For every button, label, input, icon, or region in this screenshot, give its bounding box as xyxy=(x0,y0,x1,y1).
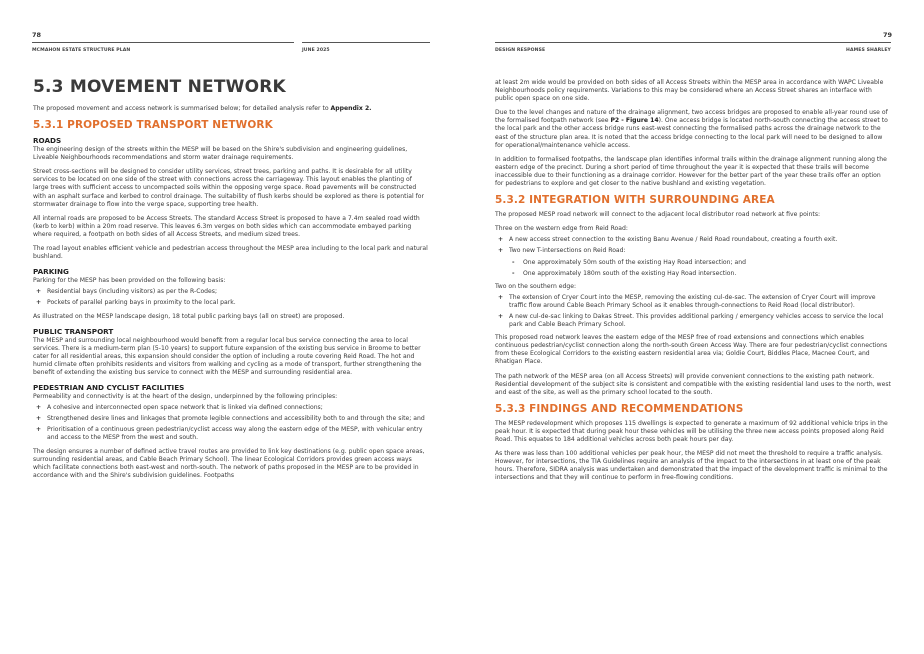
pedestrian-list xyxy=(33,404,429,442)
pedestrian-paragraph: The design ensures a number of defined active travel routes are provided to link key destinations (e.g. public open space areas, surrounding residential areas, and Cable Beach Primary School). The linear Ecological Corridors provides green access ways which facilitate connections both east-west and north-south. The network of paths proposed in the MESP are to be provided in accordance with and the Shire's subdivision guidelines. Footpaths xyxy=(33,447,425,479)
page-header-right xyxy=(495,42,891,59)
paragraph: This proposed road network leaves the eastern edge of the MESP free of road extensions and connections which enables continuous pedestrian/cyclist connection along the north-south Green Access Way. There are four pedestrian/cyclist connections from these Ecological Corridors to the existing eastern residential area via; Goldie Court, Biddles Place, Macnee Court, and Rhatigan Place. xyxy=(495,334,888,366)
public-transport-heading: PUBLIC TRANSPORT xyxy=(33,326,114,336)
roads-paragraph: Street cross-sections will be designed to consider utility services, street trees, parking and paths. It is desirable for all utility services to be located on one side of the street with connections across the carriageway. This layout enables the planting of large trees with sufficient access to uncompacted soils within the opposing verge space. Road pavements will be constructed with an asphalt surface and kerbed to control drainage. The suitability of flush kerbs should be explored as there is potential for stormwater drainage to flow into the verge space, supporting tree health. xyxy=(33,168,424,208)
sub-list xyxy=(495,259,891,278)
page-number: 79 xyxy=(882,31,892,39)
parking-list xyxy=(33,288,429,307)
header-author: HAMES SHARLEY xyxy=(846,48,891,53)
left-content xyxy=(33,77,429,486)
southern-list xyxy=(495,294,891,329)
pedestrian-intro: Permeability and connectivity is at the heart of the design, underpinned by the following principles: xyxy=(33,393,338,401)
plus-icon: + xyxy=(36,288,42,296)
paragraph: The MESP redevelopment which proposes 115 dwellings is expected to generate a maximum of 92 additional vehicle trips in the peak hour. It is expected that during peak hour these vehicles will be utilising the three new access points proposed along Reid Road. This equates to 184 additional vehicles across both peak hours per day. xyxy=(495,419,888,443)
list-item-text: A new cul-de-sac linking to Dakas Street. This provides additional parking / emergency vehicles access to service the local park and Cable Beach Primary School. xyxy=(509,312,884,329)
dash-icon: - xyxy=(512,269,515,277)
subsection-title: 5.3.1 PROPOSED TRANSPORT NETWORK xyxy=(33,119,273,132)
list-item-text: Residential bays (including visitors) as per the R-Codes; xyxy=(47,288,218,296)
paragraph: at least 2m wide would be provided on both sides of all Access Streets within the MESP area in accordance with WAPC Liveable Neighbourhoods policy requirements. Variations to this may be considered where an Access Street shares an interface with public open space on one side. xyxy=(495,79,884,103)
list-item-text: A cohesive and interconnected open space network that is linked via defined connections; xyxy=(47,404,323,412)
intro-paragraph xyxy=(33,105,429,113)
plus-icon: + xyxy=(36,415,42,423)
parking-intro: Parking for the MESP has been provided on the following basis: xyxy=(33,277,226,285)
page-header-left xyxy=(32,42,294,59)
subsection-title: 5.3.2 INTEGRATION WITH SURROUNDING AREA xyxy=(495,194,775,207)
roads-paragraph: The road layout enables efficient vehicle and pedestrian access throughout the MESP area including to the local park and natural bushland. xyxy=(33,245,428,261)
figure-reference: P2 - Figure 14 xyxy=(610,117,659,125)
paragraph: Three on the western edge from Reid Road: xyxy=(495,225,628,233)
appendix-link: Appendix 2. xyxy=(330,105,372,112)
plus-icon: + xyxy=(498,312,504,320)
paragraph-text: Due to the level changes and nature of the drainage alignment, two access bridges are proposed to enable all-year round use of the formalised footpath network (see xyxy=(495,109,888,125)
plus-icon: + xyxy=(36,426,42,434)
list-item-text: Pockets of parallel parking bays in proximity to the local park. xyxy=(47,299,236,307)
header-date: JUNE 2025 xyxy=(302,48,330,53)
header-title: DESIGN RESPONSE xyxy=(495,48,546,53)
parking-heading: PARKING xyxy=(33,267,69,277)
sub-list-item xyxy=(495,259,891,267)
list-item xyxy=(33,288,429,296)
list-item xyxy=(33,404,429,412)
plus-icon: + xyxy=(36,404,42,412)
paragraph: The path network of the MESP area (on all Access Streets) will provide convenient connections to the existing path network. Residential development of the subject site is consistent and compatible with the existing residential land uses to the north, west and east of the site, as well as the primary school located to the south. xyxy=(495,372,891,396)
paragraph: The proposed MESP road network will connect to the adjacent local distributor road network at five points: xyxy=(495,211,821,219)
roads-heading: ROADS xyxy=(33,136,62,146)
pedestrian-heading: PEDESTRIAN AND CYCLIST FACILITIES xyxy=(33,383,185,393)
list-item xyxy=(495,236,891,244)
page-header-date xyxy=(302,42,430,59)
plus-icon: + xyxy=(498,236,504,244)
paragraph xyxy=(495,109,891,149)
public-transport-paragraph: The MESP and surrounding local neighbourhood would benefit from a regular local bus service connecting the area to local services. There is a medium-term plan (5-10 years) to support future expansion of the existing bus service in Broome to better cater for all residential areas, this expansion should consider the option of including a route covering Reid Road. The hot and humid climate often prohibits residents and visitors from walking and cycling as a mode of transport, further strengthening the benefit of extending the existing bus service to connect with the MESP and surrounding residential area. xyxy=(33,336,422,376)
list-item-text: The extension of Cryer Court into the MESP, removing the existing cul-de-sac. The extension of Cryer Court will improve traffic flow around Cable Beach Primary School as it enables through-connections to Reid Road (local distributor). xyxy=(509,293,876,309)
parking-paragraph: As illustrated on the MESP landscape design, 18 total public parking bays (all on street) are proposed. xyxy=(33,312,345,320)
list-item-text: Strengthened desire lines and linkages that promote legible connections and accessibility both to and through the site; and xyxy=(47,415,425,423)
paragraph: Two on the southern edge: xyxy=(495,282,577,290)
list-item xyxy=(33,299,429,307)
list-item xyxy=(495,294,891,310)
right-content xyxy=(495,79,891,488)
subsection-title: 5.3.3 FINDINGS AND RECOMMENDATIONS xyxy=(495,402,744,415)
list-item xyxy=(33,426,429,442)
roads-paragraph: The engineering design of the streets within the MESP will be based on the Shire's subdivision and engineering guidelines, Liveable Neighbourhoods recommendations and storm water drainage requirements. xyxy=(33,146,408,162)
plus-icon: + xyxy=(498,247,504,255)
dash-icon: - xyxy=(512,258,515,266)
list-item-text: One approximately 180m south of the existing Hay Road intersection. xyxy=(523,269,737,277)
list-item xyxy=(495,313,891,329)
right-page xyxy=(462,0,924,654)
plus-icon: + xyxy=(36,299,42,307)
section-title: 5.3 MOVEMENT NETWORK xyxy=(33,77,286,97)
paragraph-text: ). One access bridge is located north-south connecting the access street to the local park and the other access bridge runs east-west connecting the formalised paths across the drainage network to the east of the structure plan area. It is noted that the access bridge connecting to the local park will need to be designed to allow for operational/maintenance vehicle access. xyxy=(495,117,888,149)
list-item xyxy=(33,415,429,423)
list-item-text: Prioritisation of a continuous green pedestrian/cyclist access way along the eastern edge of the MESP, with vehicular entry and access to the MESP from the west and south. xyxy=(47,426,423,442)
intro-text: The proposed movement and access network is summarised below; for detailed analysis refer to xyxy=(33,105,331,112)
roads-paragraph: All internal roads are proposed to be Access Streets. The standard Access Street is proposed to have a 7.4m sealed road width (kerb to kerb) within a 20m road reserve. This leaves 6.3m verges on both sides which can accommodate embayed parking where required, a footpath on both sides of all Access Streets, and medium sized trees. xyxy=(33,214,420,238)
list-item-text: Two new T-intersections on Reid Road: xyxy=(509,247,626,255)
page-number: 78 xyxy=(32,31,42,39)
plus-icon: + xyxy=(498,293,504,301)
list-item xyxy=(495,247,891,255)
list-item-text: One approximately 50m south of the existing Hay Road intersection; and xyxy=(523,258,746,266)
western-list xyxy=(495,236,891,255)
paragraph: In addition to formalised footpaths, the landscape plan identifies informal trails within the drainage alignment running along the eastern edge of the precinct. During a short period of time throughout the year it is expected that these trails will become inaccessible due to their functioning as a drainage corridor. However for the better part of the year these trails offer an option for pedestrians to explore and get closer to the native bushland and existing vegetation. xyxy=(495,155,887,188)
paragraph: As there was less than 100 additional vehicles per peak hour, the MESP did not meet the threshold to require a traffic analysis. However, for intersections, the TIA Guidelines require an analysis of the impact to the intersections in at least one of the peak hours. Therefore, SIDRA analysis was undertaken and demonstrated that the impact of the development traffic is minimal to the intersections and that they will continue to perform in free-flowing conditions. xyxy=(495,450,888,482)
sub-list-item xyxy=(495,270,891,278)
header-title: MCMAHON ESTATE STRUCTURE PLAN xyxy=(32,48,131,53)
list-item-text: A new access street connection to the existing Banu Avenue / Reid Road roundabout, creating a fourth exit. xyxy=(509,236,838,244)
